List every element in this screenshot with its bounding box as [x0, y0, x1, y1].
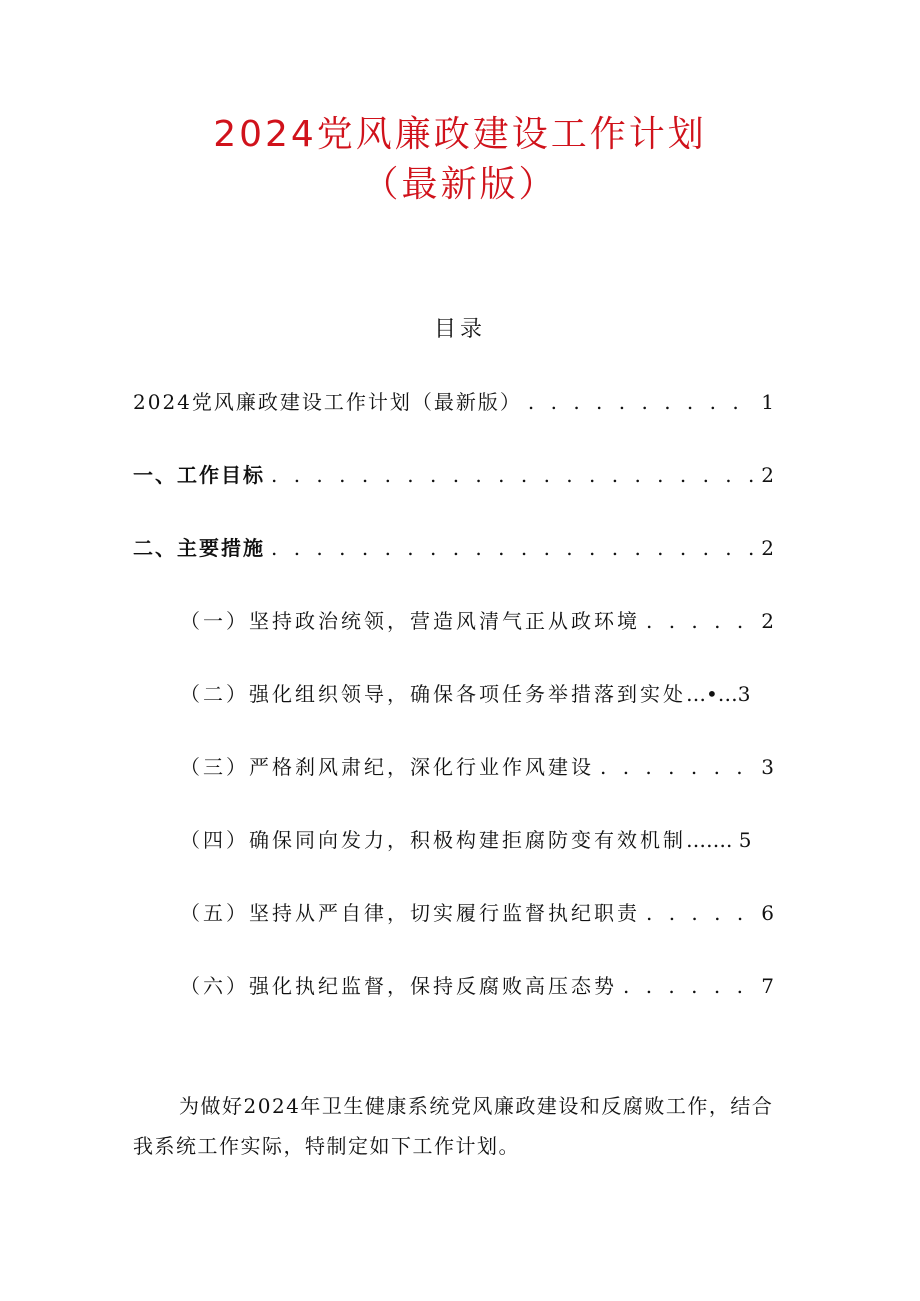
toc-leader-dots — [271, 463, 755, 487]
toc-entry[interactable] — [133, 386, 774, 416]
toc-entry-page: 6 — [761, 901, 774, 925]
toc-leader-dots — [600, 755, 755, 779]
toc-entry-page: 3 — [761, 755, 774, 779]
toc-entry-page: 1 — [761, 390, 774, 414]
toc-entry-label: 一、工作目标 — [133, 463, 265, 487]
toc-entry-label: 2024党风廉政建设工作计划（最新版） — [133, 390, 522, 414]
toc-leader-dots — [646, 901, 755, 925]
toc-entry-label: 二、主要措施 — [133, 536, 265, 560]
toc-heading: 目录 — [433, 317, 486, 342]
toc-entry[interactable] — [133, 532, 774, 562]
toc-entry-label: （二）强化组织领导，确保各项任务举措落到实处 — [180, 682, 686, 706]
toc-entry-label: （一）坚持政治统领，营造风清气正从政环境 — [180, 609, 640, 633]
document-title: 2024党风廉政建设工作计划 — [213, 114, 707, 155]
toc-entry-label: （四）确保同向发力，积极构建拒腐防变有效机制 — [180, 828, 686, 852]
toc-entry[interactable] — [133, 459, 774, 489]
toc-entry[interactable] — [180, 970, 774, 1000]
toc-leader-dots — [528, 390, 755, 414]
toc-entry[interactable] — [180, 678, 751, 708]
toc-entry[interactable] — [180, 605, 774, 635]
intro-section — [133, 1086, 793, 1166]
toc-entry-page: 2 — [761, 463, 774, 487]
toc-entry[interactable] — [180, 751, 774, 781]
toc-entry-page: 2 — [761, 609, 774, 633]
toc-entry-page: …•…3 — [686, 682, 751, 706]
toc-entry-label: （五）坚持从严自律，切实履行监督执纪职责 — [180, 901, 640, 925]
toc-entry-label: （六）强化执纪监督，保持反腐败高压态势 — [180, 974, 617, 998]
toc-leader-dots — [271, 536, 755, 560]
document-subtitle: （最新版） — [362, 164, 558, 205]
toc-entry[interactable] — [180, 897, 774, 927]
toc-entry[interactable] — [180, 824, 751, 854]
toc-entry-label: （三）严格刹风肃纪，深化行业作风建设 — [180, 755, 594, 779]
toc-entry-page: ……. 5 — [686, 828, 752, 852]
intro-paragraph: 为做好2024年卫生健康系统党风廉政建设和反腐败工作，结合我系统工作实际，特制定如下工作计划。 — [133, 1094, 774, 1158]
toc-leader-dots — [646, 609, 755, 633]
toc-leader-dots — [623, 974, 755, 998]
toc-entry-page: 7 — [761, 974, 774, 998]
toc-entry-page: 2 — [761, 536, 774, 560]
